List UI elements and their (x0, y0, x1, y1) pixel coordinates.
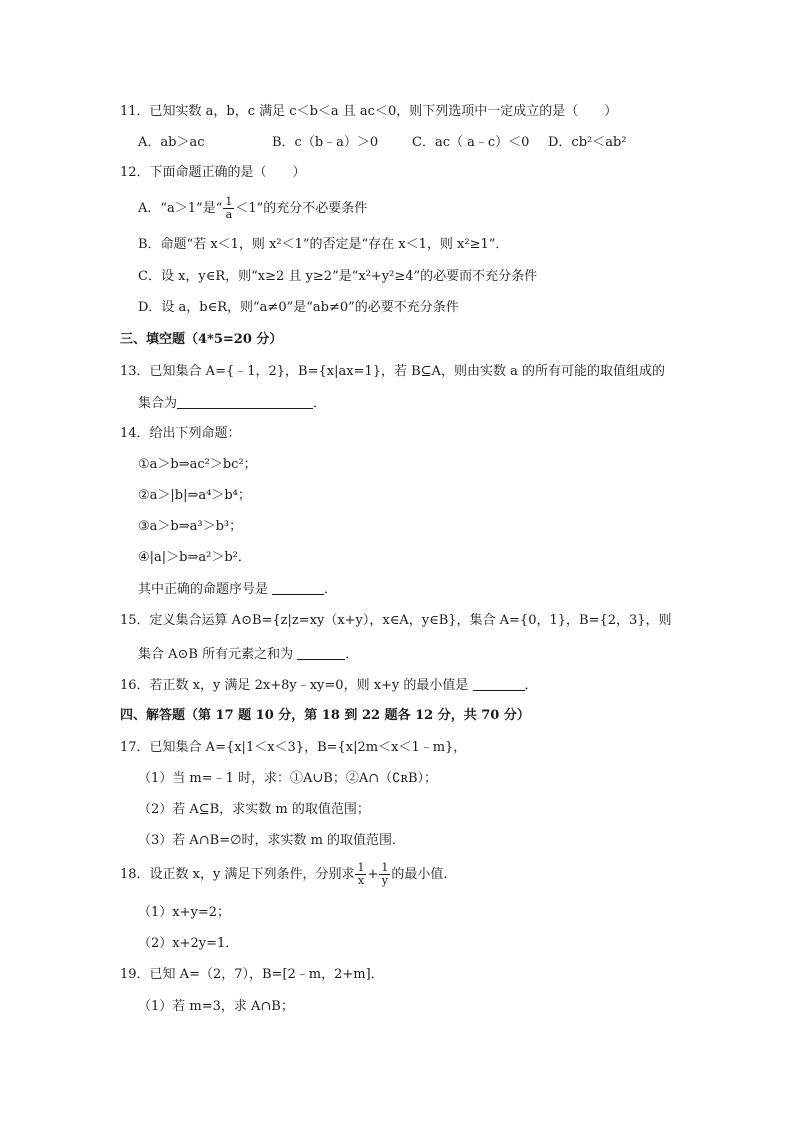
q19-part-1: （1）若 m=3，求 A∩B； (138, 999, 294, 1014)
q12-option-b: B．命题“若 x＜1，则 x²＜1”的否定是“存在 x＜1，则 x²≥1”． (138, 237, 509, 252)
q12-option-a (138, 196, 367, 222)
q13-line1: 13．已知集合 A={﹣1，2}，B={x|ax=1}，若 B⊆A，则由实数 a 的所有可能的取值组成的 (120, 364, 665, 379)
q16-answer-blank (473, 676, 525, 691)
q15-line2 (138, 645, 358, 664)
q13-line2 (138, 394, 326, 413)
q18-part-1: （1）x+y=2； (138, 905, 231, 920)
q18-fraction-2-num: 1 (381, 861, 389, 874)
q14-tail-post: ． (324, 582, 338, 597)
q15-line1: 15．定义集合运算 A⊙B={z|z=xy（x+y），x∈A，y∈B}，集合 A={0，1}，B={2，3}，则 (120, 613, 672, 628)
q11-option-d: D．cb²＜ab² (548, 135, 627, 150)
q14-stem: 14．给出下列命题： (120, 426, 241, 441)
q12-option-c: C．设 x，y∈R，则“x≥2 且 y≥2”是“x²+y²≥4”的必要而不充分条件 (138, 269, 538, 284)
q18-fraction-1-den: x (357, 874, 365, 887)
q18-stem (120, 862, 456, 888)
q15-line2-pre: 集合 A⊙B 所有元素之和为 (138, 647, 294, 662)
q12-fraction-num: 1 (225, 195, 233, 208)
q17-part-2: （2）若 A⊆B，求实数 m 的取值范围； (138, 802, 370, 817)
q17-part-3: （3）若 A∩B=∅时，求实数 m 的取值范围． (138, 833, 406, 848)
q12-fraction (223, 196, 234, 221)
q12-fraction-den: a (225, 208, 233, 221)
q18-fraction-2 (379, 862, 390, 887)
q12-option-d: D．设 a，b∈R，则“a≠0”是“ab≠0”的必要不充分条件 (138, 300, 459, 315)
q15-line2-post: ． (345, 647, 359, 662)
q14-item-3: ③a＞b⇒a³＞b³； (138, 519, 243, 534)
q17-stem: 17．已知集合 A={x|1＜x＜3}，B={x|2m＜x＜1﹣m}， (120, 740, 467, 755)
q14-answer-blank (272, 580, 324, 595)
q14-item-1: ①a＞b⇒ac²＞bc²； (138, 457, 257, 472)
q16-post: ． (524, 678, 538, 693)
q13-answer-blank (177, 394, 313, 409)
q18-fraction-1-num: 1 (357, 861, 365, 874)
q14-item-4: ④|a|＞b⇒a²＞b²． (138, 550, 251, 565)
q13-line2-pre: 集合为 (138, 396, 178, 411)
q18-fraction-2-den: y (381, 874, 388, 887)
section-4-heading: 四、解答题（第 17 题 10 分，第 18 到 22 题各 12 分，共 70 分） (120, 708, 530, 723)
q14-item-2: ②a＞|b|⇒a⁴＞b⁴； (138, 488, 251, 503)
q11-option-a: A．ab＞ac (138, 135, 205, 150)
q16-pre: 16．若正数 x，y 满足 2x+8y﹣xy=0，则 x+y 的最小值是 (120, 678, 469, 693)
q11-stem: 11．已知实数 a，b，c 满足 c＜b＜a 且 ac＜0，则下列选项中一定成立的是（ ） (120, 104, 618, 119)
q18-pre: 18．设正数 x，y 满足下列条件，分别求 (120, 867, 355, 882)
q14-tail-pre: 其中正确的命题序号是 (138, 582, 269, 597)
q15-answer-blank (297, 645, 345, 660)
q12-option-a-post: ＜1”的充分不必要条件 (235, 201, 368, 216)
q12-stem: 12．下面命题正确的是（ ） (120, 165, 306, 180)
q18-plus: + (367, 867, 379, 882)
q14-tail (138, 580, 337, 599)
q18-fraction-1 (355, 862, 366, 887)
q18-part-2: （2）x+2y=1． (138, 936, 239, 951)
q12-option-a-pre: A．“a＞1”是“ (138, 201, 223, 216)
q17-part-1: （1）当 m=﹣1 时，求：①A∪B；②A∩（∁ʀB）； (138, 771, 438, 786)
q16-line (120, 676, 538, 695)
q13-line2-post: ． (313, 396, 327, 411)
q18-post: 的最小值． (391, 867, 457, 882)
q11-option-b: B．c（b﹣a）＞0 (272, 135, 379, 150)
q19-stem: 19．已知 A=（2，7），B=[2﹣m，2+m]． (120, 967, 384, 982)
section-3-heading: 三、填空题（4*5=20 分） (120, 332, 283, 347)
q11-option-c: C．ac（ a﹣c）＜0 (412, 135, 530, 150)
